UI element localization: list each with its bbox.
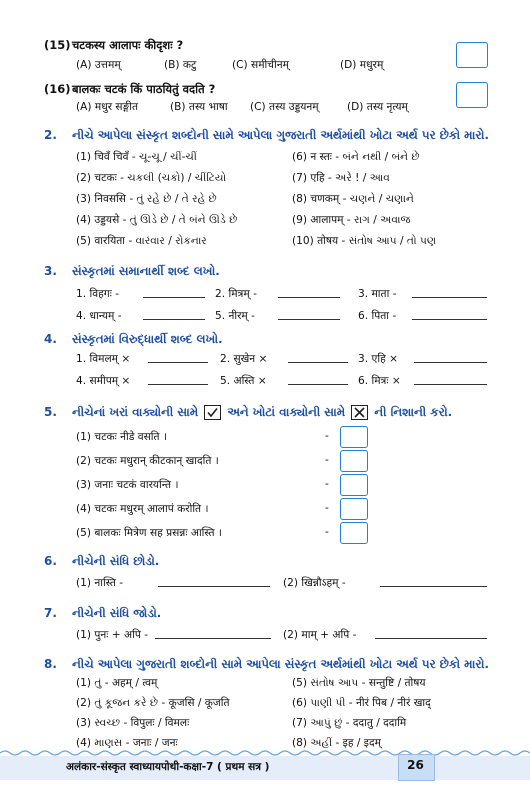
s5-dash-2: - bbox=[325, 454, 329, 466]
question-15-text: चटकस्य आलापः कीदृशः ? bbox=[72, 38, 184, 52]
s3-item-5: 5. नीरम् - bbox=[215, 310, 255, 322]
s8-right-8: (8) અહીં - इह / इदम् bbox=[292, 737, 381, 749]
s4-item-2: 2. सुखेन × bbox=[220, 353, 268, 365]
s3-blank-5[interactable] bbox=[278, 319, 340, 320]
q16-option-b: (B) तस्य भाषा bbox=[170, 101, 228, 113]
section-7-number: 7. bbox=[44, 606, 57, 620]
s3-blank-1[interactable] bbox=[143, 297, 205, 298]
q15-option-a: (A) उत्तमम् bbox=[76, 59, 121, 71]
s2-right-6: (6) न स्तः - બંને નથી / બંને છે bbox=[292, 151, 420, 163]
s4-blank-4[interactable] bbox=[148, 384, 208, 385]
s4-item-3: 3. एहि × bbox=[358, 353, 398, 365]
s2-left-3: (3) निवससि - તું રહે છે / તે રહે છે bbox=[76, 193, 217, 205]
s5-answer-box-1[interactable] bbox=[340, 426, 368, 448]
q15-option-b: (B) कटु bbox=[164, 59, 197, 71]
s2-left-2: (2) चटकः - ચકલી (ચકો) / ચીંટિયો bbox=[76, 172, 227, 184]
section-6-title: નીચેની સંધિ છોડો. bbox=[72, 554, 160, 568]
s3-item-1: 1. विहगः - bbox=[76, 288, 120, 300]
page-number: 26 bbox=[407, 758, 424, 772]
section-3-number: 3. bbox=[44, 264, 57, 278]
s2-right-10: (10) तोषय - સંતોષ આપ / તો પણ bbox=[292, 235, 437, 247]
section-8-title: નીચે આપેલા ગુજરાતી શબ્દોની સામે આપેલા સંસ્કૃત અર્થમાંથી ખોટા અર્થ પર છેકો મારો. bbox=[72, 657, 489, 671]
q16-option-c: (C) तस्य उड्डयनम् bbox=[250, 101, 319, 113]
s3-item-2: 2. मित्रम् - bbox=[215, 288, 257, 300]
s2-right-7: (7) एहि - અરે ! / આવ bbox=[292, 172, 390, 184]
s5-dash-1: - bbox=[325, 430, 329, 442]
s8-right-5: (5) સંતોષ આપ - सन्तुष्टि / तोषय bbox=[292, 677, 426, 689]
s6-item-2: (2) खिन्नौऽहम् - bbox=[283, 577, 346, 589]
section-5-number: 5. bbox=[44, 405, 57, 419]
section-2-title: નીચે આપેલા સંસ્કૃત શબ્દોની સામે આપેલા ગુજરાતી અર્થમાંથી ખોટા અર્થ પર છેકો મારો. bbox=[72, 128, 489, 142]
s8-left-2: (2) તું કૂજન કરે છે - कूजसि / कूजति bbox=[76, 697, 230, 709]
check-mark-icon bbox=[204, 405, 221, 420]
s7-blank-1[interactable] bbox=[155, 638, 271, 639]
section-3-title: સંસ્કૃતમાં સમાનાર્થી શબ્દ લખો. bbox=[72, 264, 220, 278]
q16-answer-box[interactable] bbox=[456, 82, 488, 108]
s4-item-4: 4. समीपम् × bbox=[76, 375, 131, 387]
s8-left-4: (4) માણસ - जनाः / जनः bbox=[76, 737, 178, 749]
s3-item-4: 4. धान्यम् - bbox=[76, 310, 122, 322]
s3-item-6: 6. पिता - bbox=[358, 310, 397, 322]
s5-answer-box-3[interactable] bbox=[340, 474, 368, 496]
q16-option-a: (A) मधुर सङ्गीत bbox=[76, 101, 139, 113]
s2-right-9: (9) आलापम् - રાગ / અવાજ bbox=[292, 214, 411, 226]
q15-answer-box[interactable] bbox=[456, 42, 488, 68]
section-5-title bbox=[72, 405, 452, 420]
s7-item-2: (2) माम् + अपि - bbox=[283, 629, 357, 641]
s5-statement-4: (4) चटकः मधुरम् आलापं करोति । bbox=[76, 503, 209, 515]
s5-answer-box-5[interactable] bbox=[340, 522, 368, 544]
s4-blank-3[interactable] bbox=[414, 362, 487, 363]
cross-mark-icon bbox=[351, 405, 368, 420]
s2-right-8: (8) चणकम् - ચણને / ચણાને bbox=[292, 193, 414, 205]
s3-blank-6[interactable] bbox=[412, 319, 487, 320]
section-7-title: નીચેની સંધિ જોડો. bbox=[72, 606, 162, 620]
s8-right-6: (6) પાણી પી - नीरं पिब / नीरं खाद् bbox=[292, 697, 431, 709]
s7-blank-2[interactable] bbox=[375, 638, 487, 639]
s5-statement-2: (2) चटकः मधुरान् कीटकान् खादति । bbox=[76, 455, 219, 467]
s4-blank-6[interactable] bbox=[414, 384, 487, 385]
s5-title-part-a: નીચેનાં ખરાં વાક્યોની સામે bbox=[72, 405, 199, 419]
s6-item-1: (1) नास्ति - bbox=[76, 577, 124, 589]
question-15-number: (15) bbox=[44, 38, 71, 52]
s2-left-4: (4) उड्डयसे - તું ઊડે છે / તે બંને ઊડે છે bbox=[76, 214, 238, 226]
s4-item-6: 6. मित्रः × bbox=[358, 375, 401, 387]
section-4-number: 4. bbox=[44, 332, 57, 346]
section-4-title: સંસ્કૃતમાં વિરુદ્ધાર્થી શબ્દ લખો. bbox=[72, 332, 223, 346]
section-8-number: 8. bbox=[44, 657, 57, 671]
s4-blank-2[interactable] bbox=[288, 362, 348, 363]
s8-left-1: (1) તું - अहम् / त्वम् bbox=[76, 677, 158, 689]
s4-blank-1[interactable] bbox=[148, 362, 208, 363]
s5-statement-3: (3) जनाः चटकं वारयन्ति । bbox=[76, 479, 179, 491]
s5-statement-5: (5) बालकः मित्रेण सह प्रसन्नः आस्ति । bbox=[76, 527, 222, 539]
s8-right-7: (7) આપું છું - ददातु / ददामि bbox=[292, 717, 407, 729]
s5-dash-5: - bbox=[325, 526, 329, 538]
question-16-number: (16) bbox=[44, 82, 71, 96]
question-16-text: बालकः चटकं किं पाठयितुं वदति ? bbox=[72, 82, 216, 96]
s6-blank-1[interactable] bbox=[158, 586, 270, 587]
s5-dash-4: - bbox=[325, 502, 329, 514]
section-6-number: 6. bbox=[44, 554, 57, 568]
q15-option-d: (D) मधुरम् bbox=[340, 59, 384, 71]
q15-option-c: (C) समीचीनम् bbox=[232, 59, 289, 71]
s7-item-1: (1) पुनः + अपि - bbox=[76, 629, 149, 641]
s3-blank-3[interactable] bbox=[412, 297, 487, 298]
s5-title-part-c: ની નિશાની કરો. bbox=[374, 405, 453, 419]
s4-item-5: 5. अस्ति × bbox=[220, 375, 267, 387]
section-2-number: 2. bbox=[44, 128, 57, 142]
s3-blank-2[interactable] bbox=[278, 297, 340, 298]
s5-dash-3: - bbox=[325, 478, 329, 490]
s3-blank-4[interactable] bbox=[143, 319, 205, 320]
s5-answer-box-2[interactable] bbox=[340, 450, 368, 472]
s8-left-3: (3) સ્વચ્છ - विपुलः / विमलः bbox=[76, 717, 190, 729]
footer-book-title: अलंकार-संस्कृत स्वाध्यायपोथी-कक्षा-7 ( प्रथम सत्र ) bbox=[66, 761, 270, 773]
s2-left-5: (5) वारयिता - વારંવાર / રોકનાર bbox=[76, 235, 207, 247]
s5-statement-1: (1) चटकः नीडे वसति । bbox=[76, 431, 167, 443]
s5-title-part-b: અને ખોટાં વાક્યોની સામે bbox=[227, 405, 346, 419]
s4-item-1: 1. विमलम् × bbox=[76, 353, 131, 365]
s6-blank-2[interactable] bbox=[380, 586, 487, 587]
s4-blank-5[interactable] bbox=[288, 384, 348, 385]
q16-option-d: (D) तस्य नृत्यम् bbox=[347, 101, 408, 113]
s3-item-3: 3. माता - bbox=[358, 288, 397, 300]
s5-answer-box-4[interactable] bbox=[340, 498, 368, 520]
s2-left-1: (1) चिवँ चिवँ - ચૂ-ચૂ / ચીં-ચીં bbox=[76, 151, 197, 163]
